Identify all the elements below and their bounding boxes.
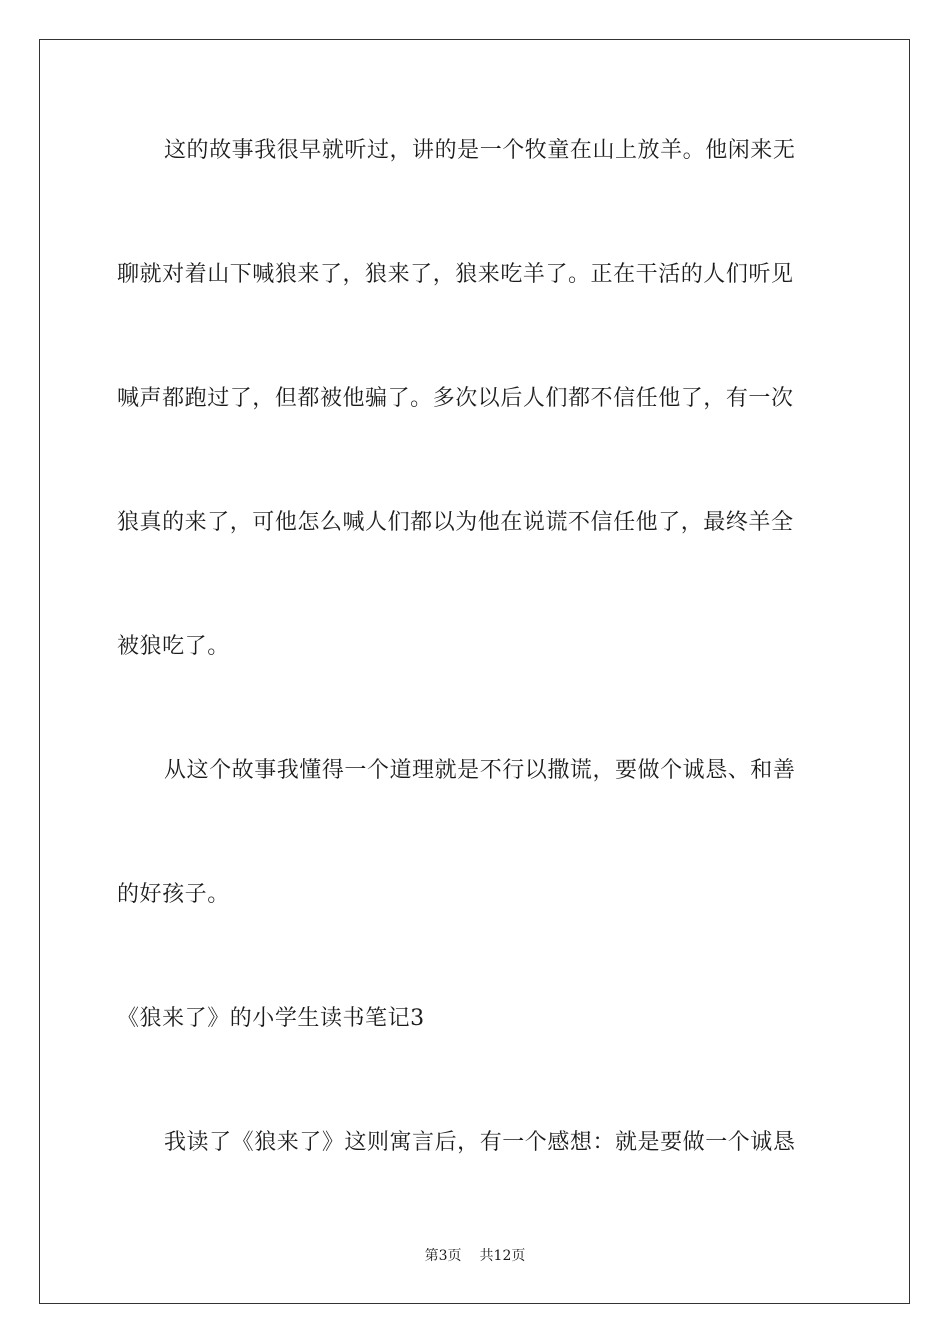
paragraph-line: 聊就对着山下喊狼来了，狼来了，狼来吃羊了。正在干活的人们听见 [117,262,794,287]
page-total: 共12页 [479,1248,526,1264]
paragraph-line: 喊声都跑过了，但都被他骗了。多次以后人们都不信任他了，有一次 [117,386,794,411]
paragraph-line: 被狼吃了。 [117,634,230,659]
paragraph-line: 我读了《狼来了》这则寓言后，有一个感想：就是要做一个诚恳 [164,1130,796,1155]
paragraph-line: 的好孩子。 [117,882,230,907]
paragraph-line: 狼真的来了，可他怎么喊人们都以为他在说谎不信任他了，最终羊全 [117,510,794,535]
paragraph-line: 从这个故事我懂得一个道理就是不行以撒谎，要做个诚恳、和善 [164,758,796,783]
page-border [39,39,910,1304]
page-footer [0,1246,950,1266]
paragraph-line: 这的故事我很早就听过，讲的是一个牧童在山上放羊。他闲来无 [164,138,796,163]
page-number: 第3页 [424,1248,462,1264]
section-heading: 《狼来了》的小学生读书笔记3 [117,1006,425,1031]
